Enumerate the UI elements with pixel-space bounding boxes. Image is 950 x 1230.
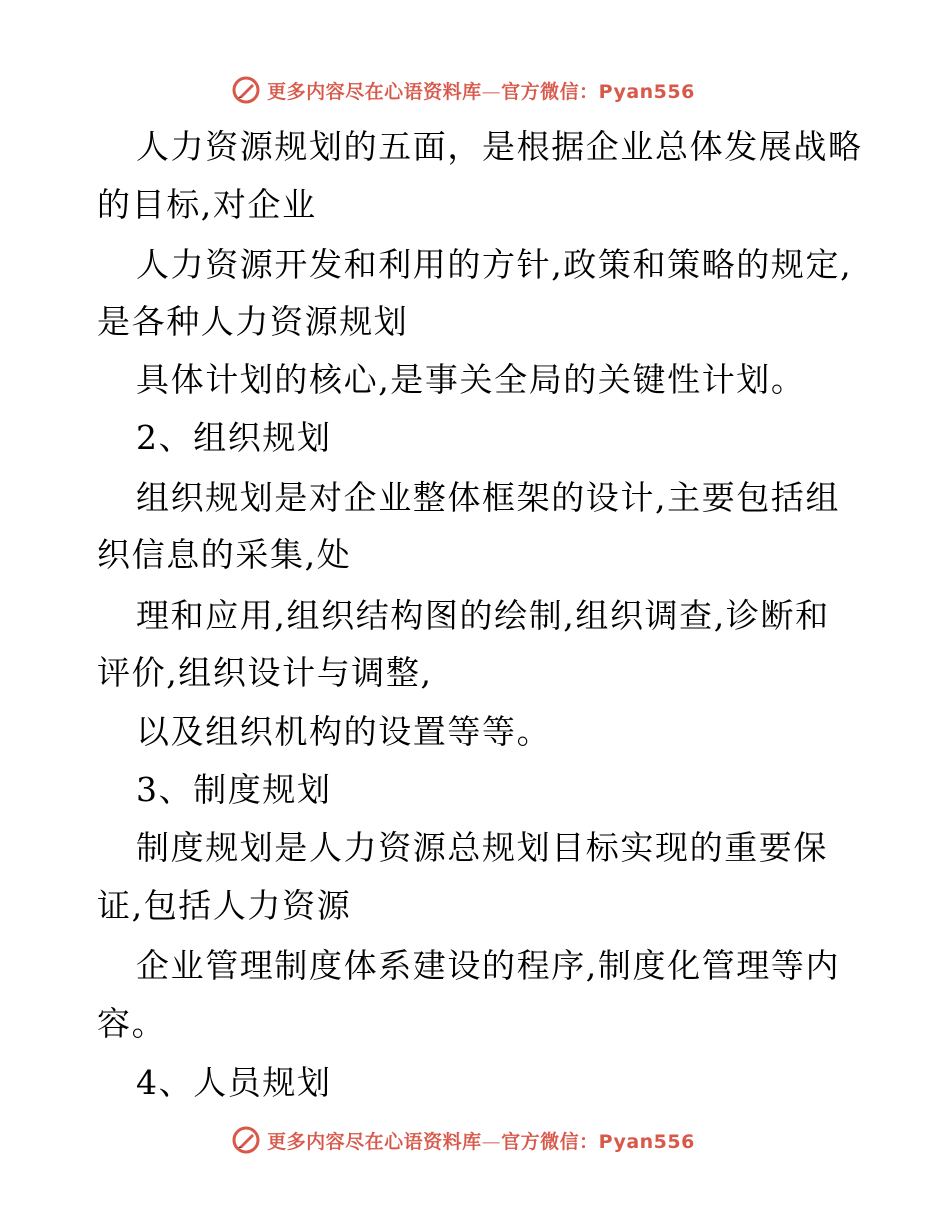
pen-logo-icon xyxy=(231,75,261,105)
paragraph-line: 以及组织机构的设置等等。 xyxy=(136,712,552,751)
watermark-text: 更多内容尽在心语资料库—官方微信：Pyan556 xyxy=(267,80,695,103)
paragraph-line: 人力资源规划的五面，是根据企业总体发展战略 xyxy=(136,127,863,166)
paragraph-line: 的目标,对企业 xyxy=(97,185,317,224)
paragraph-line: 理和应用,组织结构图的绘制,组织调查,诊断和 xyxy=(136,596,830,635)
paragraph-line: 织信息的采集,处 xyxy=(97,535,352,574)
header-watermark xyxy=(0,70,950,110)
paragraph-line: 证,包括人力资源 xyxy=(97,886,352,925)
paragraph-line: 评价,组织设计与调整, xyxy=(97,653,433,692)
paragraph-line: 容。 xyxy=(97,1004,167,1043)
section-heading: 2、组织规划 xyxy=(136,418,332,457)
pen-logo-icon xyxy=(231,1125,261,1155)
section-heading: 3、制度规划 xyxy=(136,770,332,809)
paragraph-line: 人力资源开发和利用的方针,政策和策略的规定, xyxy=(136,245,853,284)
paragraph-line: 组织规划是对企业整体框架的设计,主要包括组 xyxy=(136,478,841,517)
watermark-text: 更多内容尽在心语资料库—官方微信：Pyan556 xyxy=(267,1130,695,1153)
paragraph-line: 制度规划是人力资源总规划目标实现的重要保 xyxy=(136,828,828,867)
paragraph-line: 具体计划的核心,是事关全局的关键性计划。 xyxy=(136,360,806,399)
footer-watermark xyxy=(0,1120,950,1160)
paragraph-line: 企业管理制度体系建设的程序,制度化管理等内 xyxy=(136,946,841,985)
section-heading: 4、人员规划 xyxy=(136,1063,332,1102)
paragraph-line: 是各种人力资源规划 xyxy=(97,302,409,341)
